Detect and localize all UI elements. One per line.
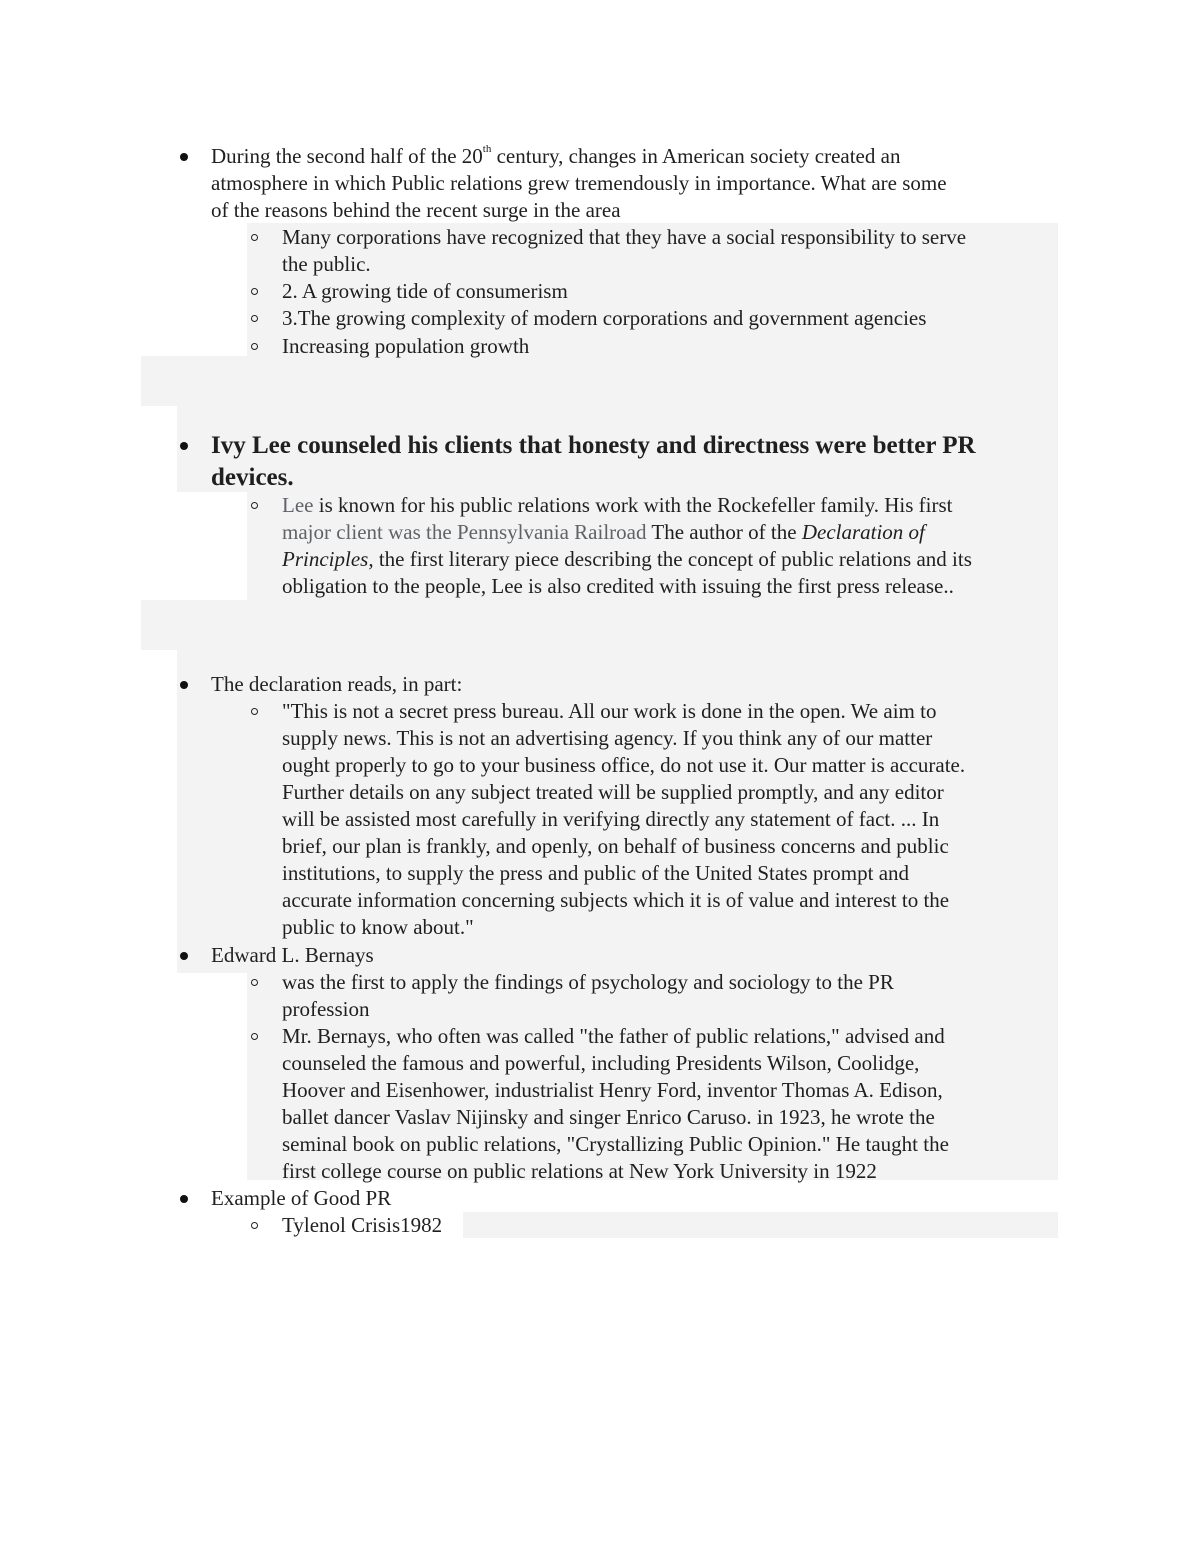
declaration-quote-line: public to know about." [282,915,474,939]
declaration-quote-line: institutions, to supply the press and public of the United States prompt and [282,861,910,885]
bernays-item: counseled the famous and powerful, including Presidents Wilson, Coolidge, [282,1051,920,1075]
ivy-lee-heading: devices. [211,464,294,491]
sub-bullet-icon [251,315,258,322]
sub-bullet-icon [251,502,258,509]
declaration-quote-line: Further details on any subject treated will be supplied promptly, and any editor [282,780,944,804]
bullet-icon [180,442,188,450]
pennsylvania-railroad-link: major client was the Pennsylvania Railroad [282,520,647,544]
declaration-quote-line: accurate information concerning subjects which it is of value and interest to the [282,888,950,912]
example-heading: Example of Good PR [211,1186,392,1210]
bernays-item: ballet dancer Vaslav Nijinsky and singer Enrico Caruso. in 1923, he wrote the [282,1105,935,1129]
lee-link: Lee [282,493,314,517]
sub-bullet-icon [251,708,258,715]
section1-item: 2. A growing tide of consumerism [282,279,568,303]
sub-bullet-icon [251,234,258,241]
declaration-quote-line: brief, our plan is frankly, and openly, on behalf of business concerns and public [282,834,949,858]
bullet-icon [180,681,188,689]
section1-intro-line2: atmosphere in which Public relations grew tremendously in importance. What are some [211,171,947,195]
sub-bullet-icon [251,1033,258,1040]
lee-para-line2: major client was the Pennsylvania Railroad The author of the Declaration of [282,520,925,544]
sub-bullet-icon [251,1222,258,1229]
declaration-quote-line: ought properly to go to your business office, do not use it. Our matter is accurate. [282,753,966,777]
lee-para-line4: obligation to the people, Lee is also credited with issuing the first press release.. [282,574,954,598]
section1-item: 3.The growing complexity of modern corporations and government agencies [282,306,927,330]
sub-bullet-icon [251,979,258,986]
section1-intro-line3: of the reasons behind the recent surge in the area [211,198,621,222]
bullet-icon [180,153,188,161]
example-item: Tylenol Crisis1982 [282,1213,443,1237]
declaration-quote-line: supply news. This is not an advertising agency. If you think any of our matter [282,726,933,750]
bernays-heading: Edward L. Bernays [211,943,374,967]
declaration-quote-line: "This is not a secret press bureau. All our work is done in the open. We aim to [282,699,937,723]
bernays-item: Hoover and Eisenhower, industrialist Henry Ford, inventor Thomas A. Edison, [282,1078,943,1102]
sub-bullet-icon [251,343,258,350]
declaration-quote-line: will be assisted most carefully in verifying directly any statement of fact. ... In [282,807,940,831]
section1-item: Many corporations have recognized that they have a social responsibility to serve [282,225,967,249]
sub-bullet-icon [251,288,258,295]
bullet-icon [180,952,188,960]
bernays-item: first college course on public relations at New York University in 1922 [282,1159,877,1183]
ivy-lee-heading: Ivy Lee counseled his clients that honesty and directness were better PR [211,432,976,459]
bernays-item: Mr. Bernays, who often was called "the father of public relations," advised and [282,1024,945,1048]
lee-para-line3: Principles, the first literary piece describing the concept of public relations and its [282,547,972,571]
section1-item: the public. [282,252,371,276]
highlight-block [141,356,1058,406]
lee-para-line1: Lee is known for his public relations work with the Rockefeller family. His first [282,493,953,517]
section1-item: Increasing population growth [282,334,530,358]
section1-intro-line1: During the second half of the 20th century, changes in American society created an [211,143,901,168]
bernays-item: profession [282,997,370,1021]
highlight-block [463,1212,1058,1238]
declaration-intro: The declaration reads, in part: [211,672,463,696]
highlight-block [141,600,1058,650]
bernays-item: was the first to apply the findings of psychology and sociology to the PR [282,970,894,994]
bullet-icon [180,1195,188,1203]
bernays-item: seminal book on public relations, "Crystallizing Public Opinion." He taught the [282,1132,949,1156]
